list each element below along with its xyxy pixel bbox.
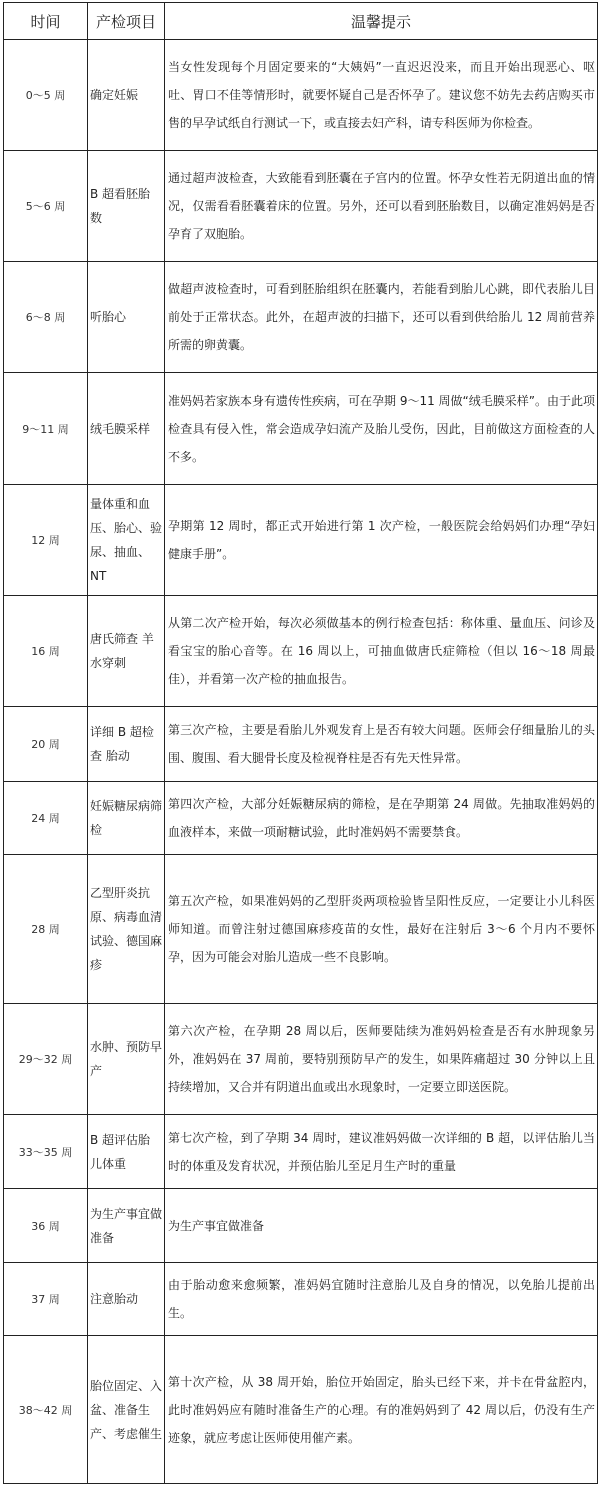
table-row: [4, 1115, 598, 1189]
row-tip: 第四次产检，大部分妊娠糖尿病的筛检，是在孕期第 24 周做。先抽取准妈妈的血液样本，来做一项耐糖试验，此时准妈妈不需要禁食。: [165, 782, 598, 855]
row-tip: 第七次产检，到了孕期 34 周时，建议准妈妈做一次详细的 B 超，以评估胎儿当时的体重及发育状况，并预估胎儿至足月生产时的重量: [165, 1115, 598, 1189]
table-row: [4, 1004, 598, 1115]
table-row: [4, 707, 598, 782]
prenatal-checkup-table: [3, 2, 598, 1484]
row-tip: 当女性发现每个月固定要来的“大姨妈”一直迟迟没来，而且开始出现恶心、呕吐、胃口不佳等情形时，就要怀疑自己是否怀孕了。建议您不妨先去药店购买市售的早孕试纸自行测试一下，或直接去妇产科，请专科医师为你检查。: [165, 40, 598, 151]
row-item: 注意胎动: [88, 1263, 165, 1336]
row-tip: 孕期第 12 周时，都正式开始进行第 1 次产检，一般医院会给妈妈们办理“孕妇健康手册”。: [165, 485, 598, 596]
table-row: [4, 373, 598, 485]
row-item: B 超看胚胎数: [88, 151, 165, 262]
row-tip: 从第二次产检开始，每次必须做基本的例行检查包括：称体重、量血压、问诊及看宝宝的胎心音等。在 16 周以上，可抽血做唐氏症筛检（但以 16～18 周最佳），并看第一次产检的抽血报告。: [165, 596, 598, 707]
header-time: 时间: [4, 3, 88, 40]
row-time: 24 周: [4, 782, 88, 855]
row-item: 确定妊娠: [88, 40, 165, 151]
row-item: 水肿、预防早产: [88, 1004, 165, 1115]
row-item: 详细 B 超检查 胎动: [88, 707, 165, 782]
table-row: [4, 262, 598, 373]
row-time: 0～5 周: [4, 40, 88, 151]
table-row: [4, 151, 598, 262]
row-time: 20 周: [4, 707, 88, 782]
row-time: 33～35 周: [4, 1115, 88, 1189]
row-tip: 第五次产检，如果准妈妈的乙型肝炎两项检验皆呈阳性反应，一定要让小儿科医师知道。而曾注射过德国麻疹疫苗的女性，最好在注射后 3～6 个月内不要怀孕，因为可能会对胎儿造成一些不良影响。: [165, 855, 598, 1004]
row-tip: 做超声波检查时，可看到胚胎组织在胚囊内，若能看到胎儿心跳，即代表胎儿目前处于正常状态。此外，在超声波的扫描下，还可以看到供给胎儿 12 周前营养所需的卵黄囊。: [165, 262, 598, 373]
row-tip: 第三次产检，主要是看胎儿外观发育上是否有较大问题。医师会仔细量胎儿的头围、腹围、看大腿骨长度及检视脊柱是否有先天性异常。: [165, 707, 598, 782]
row-tip: 第六次产检，在孕期 28 周以后，医师要陆续为准妈妈检查是否有水肿现象另外，准妈妈在 37 周前，要特别预防早产的发生，如果阵痛超过 30 分钟以上且持续增加，又合并有阴道出血或出水现象时，一定要立即送医院。: [165, 1004, 598, 1115]
row-item: 唐氏筛查 羊水穿刺: [88, 596, 165, 707]
row-time: 6～8 周: [4, 262, 88, 373]
row-time: 9～11 周: [4, 373, 88, 485]
row-item: 乙型肝炎抗原、病毒血清试验、德国麻疹: [88, 855, 165, 1004]
row-item: 妊娠糖尿病筛检: [88, 782, 165, 855]
row-time: 28 周: [4, 855, 88, 1004]
row-item: B 超评估胎儿体重: [88, 1115, 165, 1189]
row-item: 量体重和血压、胎心、验尿、抽血、NT: [88, 485, 165, 596]
table-row: [4, 1336, 598, 1484]
row-time: 37 周: [4, 1263, 88, 1336]
row-time: 38～42 周: [4, 1336, 88, 1484]
row-tip: 由于胎动愈来愈频繁，准妈妈宜随时注意胎儿及自身的情况，以免胎儿提前出生。: [165, 1263, 598, 1336]
row-tip: 为生产事宜做准备: [165, 1189, 598, 1263]
table-row: [4, 40, 598, 151]
table-row: [4, 1263, 598, 1336]
header-row: [4, 3, 598, 40]
row-item: 听胎心: [88, 262, 165, 373]
row-time: 16 周: [4, 596, 88, 707]
row-time: 36 周: [4, 1189, 88, 1263]
row-item: 胎位固定、入盆、准备生产、考虑催生: [88, 1336, 165, 1484]
row-item: 绒毛膜采样: [88, 373, 165, 485]
row-time: 5～6 周: [4, 151, 88, 262]
header-tip: 温馨提示: [165, 3, 598, 40]
table-row: [4, 855, 598, 1004]
table-row: [4, 782, 598, 855]
row-item: 为生产事宜做准备: [88, 1189, 165, 1263]
table-row: [4, 596, 598, 707]
row-time: 29～32 周: [4, 1004, 88, 1115]
row-tip: 第十次产检，从 38 周开始，胎位开始固定，胎头已经下来，并卡在骨盆腔内，此时准妈妈应有随时准备生产的心理。有的准妈妈到了 42 周以后，仍没有生产迹象，就应考虑让医师使用催产素。: [165, 1336, 598, 1484]
table-row: [4, 485, 598, 596]
header-item: 产检项目: [88, 3, 165, 40]
table-row: [4, 1189, 598, 1263]
row-tip: 通过超声波检查，大致能看到胚囊在子宫内的位置。怀孕女性若无阴道出血的情况，仅需看看胚囊着床的位置。另外，还可以看到胚胎数目，以确定准妈妈是否孕育了双胞胎。: [165, 151, 598, 262]
row-time: 12 周: [4, 485, 88, 596]
row-tip: 准妈妈若家族本身有遗传性疾病，可在孕期 9～11 周做“绒毛膜采样”。由于此项检查具有侵入性，常会造成孕妇流产及胎儿受伤，因此，目前做这方面检查的人不多。: [165, 373, 598, 485]
